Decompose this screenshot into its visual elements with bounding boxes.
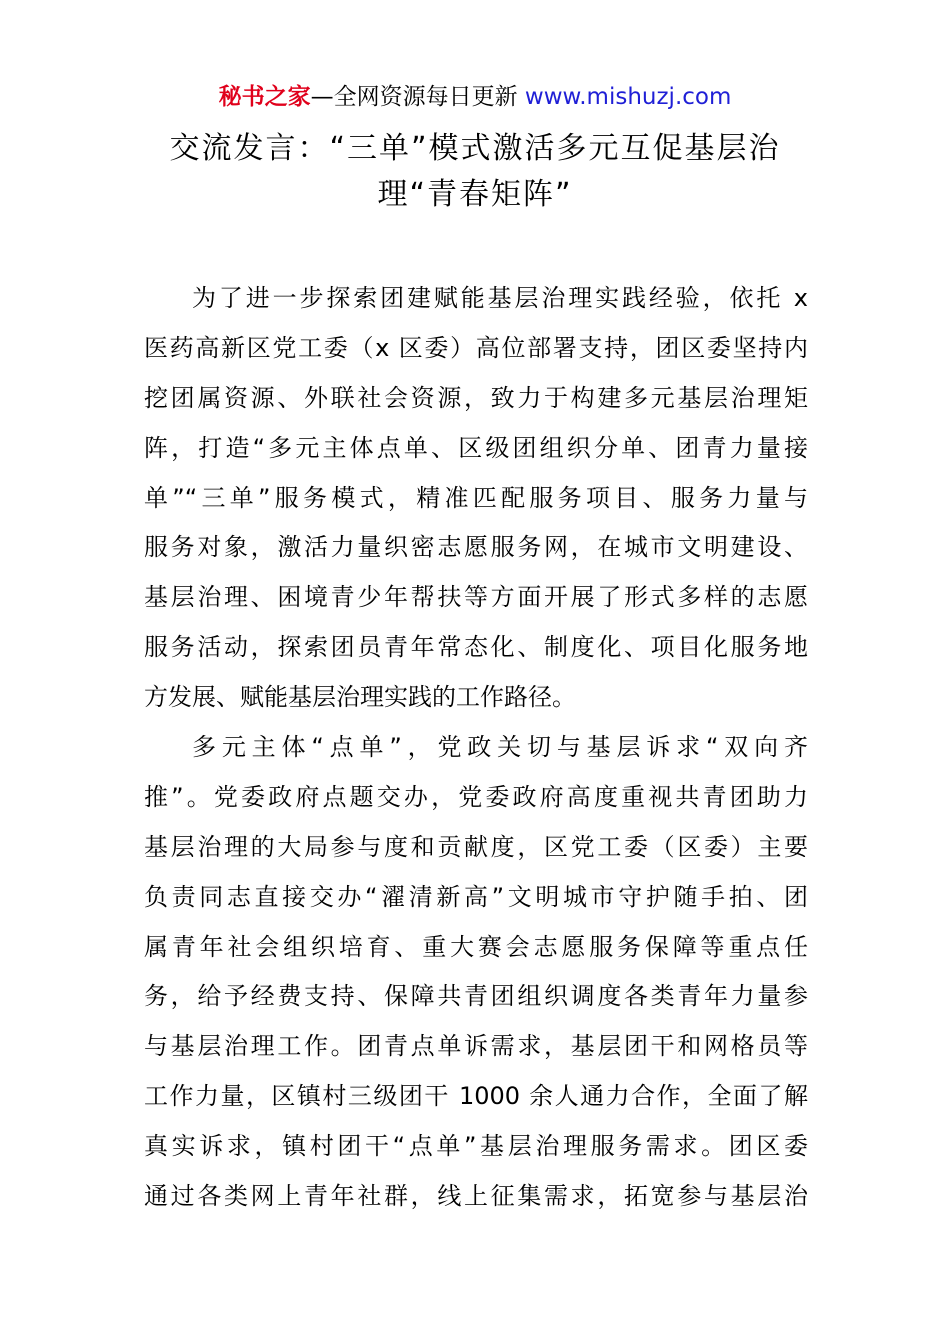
paragraph-line: 负责同志直接交办“濯清新高”文明城市守护随手拍、团 (144, 882, 808, 911)
site-url[interactable]: www.mishuzj.com (524, 84, 732, 110)
paragraph-line: 基层治理的大局参与度和贡献度，区党工委（区委）主要 (144, 832, 808, 861)
title-line: 理“青春矩阵” (377, 177, 573, 212)
paragraph-line: 方发展、赋能基层治理实践的工作路径。 (144, 683, 576, 712)
site-tagline: —全网资源每日更新 (310, 84, 525, 110)
paragraph-line: 单”“三单”服务模式，精准匹配服务项目、服务力量与 (144, 483, 808, 512)
paragraph-line: 务，给予经费支持、保障共青团组织调度各类青年力量参 (144, 982, 808, 1011)
site-brand: 秘书之家 (218, 84, 311, 110)
paragraph-line: 服务对象，激活力量织密志愿服务网，在城市文明建设、 (144, 533, 808, 562)
paragraph-line: 服务活动，探索团员青年常态化、制度化、项目化服务地 (144, 633, 808, 662)
paragraph-line: 医药高新区党工委（x 区委）高位部署支持，团区委坚持内 (144, 333, 808, 362)
paragraph-line: 为了进一步探索团建赋能基层治理实践经验，依托 x (192, 284, 808, 312)
paragraph-line: 真实诉求，镇村团干“点单”基层治理服务需求。团区委 (144, 1132, 808, 1161)
paragraph-line: 基层治理、困境青少年帮扶等方面开展了形式多样的志愿 (144, 583, 808, 612)
paragraph-line: 工作力量，区镇村三级团干 1000 余人通力合作，全面了解 (144, 1082, 808, 1111)
paragraph-line: 多元主体“点单”，党政关切与基层诉求“双向齐 (192, 733, 808, 762)
document-body (144, 274, 808, 1222)
paragraph-line: 通过各类网上青年社群，线上征集需求，拓宽参与基层治 (144, 1182, 808, 1211)
paragraph-line: 挖团属资源、外联社会资源，致力于构建多元基层治理矩 (144, 383, 808, 412)
document-title (90, 126, 860, 218)
paragraph-line: 阵，打造“多元主体点单、区级团组织分单、团青力量接 (144, 433, 808, 462)
title-line: 交流发言：“三单”模式激活多元互促基层治 (169, 131, 781, 166)
paragraph-line: 推”。党委政府点题交办，党委政府高度重视共青团助力 (144, 782, 808, 811)
paragraph-line: 属青年社会组织培育、重大赛会志愿服务保障等重点任 (144, 932, 808, 961)
paragraph-line: 与基层治理工作。团青点单诉需求，基层团干和网格员等 (144, 1032, 808, 1061)
site-header (0, 80, 950, 114)
